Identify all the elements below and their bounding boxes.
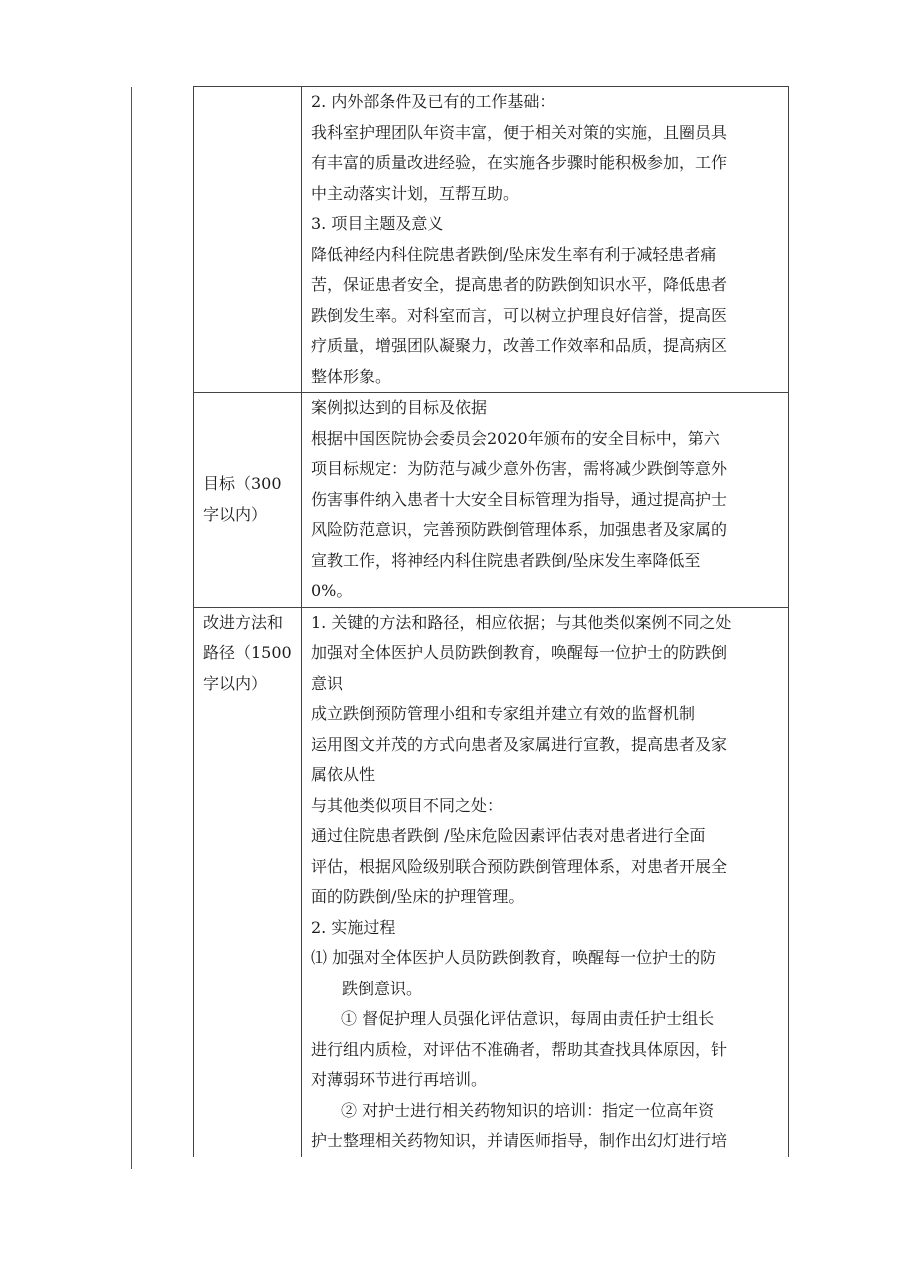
text-line: 成立跌倒预防管理小组和专家组并建立有效的监督机制 <box>311 704 696 723</box>
text-line: 进行组内质检，对评估不准确者，帮助其查找具体原因，针 <box>311 1039 728 1059</box>
text-line: 2. 实施过程 <box>311 917 396 937</box>
text-line: 中主动落实计划，互帮互助。 <box>311 183 520 203</box>
table-row-background <box>194 87 789 393</box>
text-line: ⑴ 加强对全体医护人员防跌倒教育，唤醒每一位护士的防 <box>311 948 717 967</box>
content-cell-method <box>302 607 789 1157</box>
text-line: 根据中国医院协会委员会2020年颁布的安全目标中，第六 <box>311 428 720 448</box>
text-line: 加强对全体医护人员防跌倒教育，唤醒每一位护士的防跌倒 <box>311 643 728 662</box>
label-line: 目标（300 <box>203 474 282 494</box>
text-line: 项目标规定：为防范与减少意外伤害，需将减少跌倒等意外 <box>311 459 728 478</box>
text-line: 疗质量，增强团队凝聚力，改善工作效率和品质，提高病区 <box>311 336 728 355</box>
text-line: 2. 内外部条件及已有的工作基础： <box>311 92 556 111</box>
text-line: 1. 关键的方法和路径，相应依据；与其他类似案例不同之处 <box>311 612 732 632</box>
left-margin-rule <box>131 87 132 1169</box>
text-line: 风险防范意识，完善预防跌倒管理体系，加强患者及家属的 <box>311 520 728 539</box>
content-cell-background <box>302 87 789 393</box>
table-row-goal <box>194 393 789 608</box>
text-line: 整体形象。 <box>311 366 392 386</box>
text-line: 降低神经内科住院患者跌倒/坠床发生率有利于减轻患者痛 <box>311 244 717 264</box>
content-cell-goal <box>302 393 789 608</box>
application-form-table <box>193 86 789 1157</box>
text-line: 案例拟达到的目标及依据 <box>311 398 488 417</box>
text-line: 跌倒发生率。对科室而言，可以树立护理良好信誉，提高医 <box>311 305 728 325</box>
label-line: 字以内） <box>203 673 268 693</box>
text-line: 对薄弱环节进行再培训。 <box>311 1070 488 1089</box>
text-line: 与其他类似项目不同之处： <box>311 795 504 815</box>
text-line: 跌倒意识。 <box>342 978 423 998</box>
label-line: 改进方法和 <box>203 612 284 632</box>
text-line: ① 督促护理人员强化评估意识，每周由责任护士组长 <box>341 1009 715 1028</box>
table-row-method <box>194 607 789 1157</box>
label-line: 字以内） <box>203 504 268 524</box>
text-line: 伤害事件纳入患者十大安全目标管理为指导，通过提高护士 <box>311 489 728 509</box>
text-line: 有丰富的质量改进经验，在实施各步骤时能积极参加，工作 <box>311 153 728 172</box>
text-line: 意识 <box>311 673 344 693</box>
text-line: 运用图文并茂的方式向患者及家属进行宣教，提高患者及家 <box>311 734 728 754</box>
text-line: 护士整理相关药物知识，并请医师指导，制作出幻灯进行培 <box>311 1131 728 1150</box>
text-line: 苦，保证患者安全，提高患者的防跌倒知识水平，降低患者 <box>311 275 728 294</box>
label-cell-goal <box>194 393 302 608</box>
text-line: 宣教工作，将神经内科住院患者跌倒/坠床发生率降低至 <box>311 550 701 570</box>
text-line: 3. 项目主题及意义 <box>311 214 444 233</box>
text-line: ② 对护士进行相关药物知识的培训：指定一位高年资 <box>341 1100 715 1120</box>
label-line: 路径（1500 <box>203 643 292 662</box>
text-line: 0%。 <box>311 581 353 600</box>
text-line: 属依从性 <box>311 765 376 784</box>
label-cell-background <box>194 87 302 393</box>
text-line: 我科室护理团队年资丰富，便于相关对策的实施，且圈员具 <box>311 122 728 142</box>
text-line: 通过住院患者跌倒 /坠床危险因素评估表对患者进行全面 <box>311 826 706 845</box>
text-line: 评估，根据风险级别联合预防跌倒管理体系，对患者开展全 <box>311 856 728 876</box>
text-line: 面的防跌倒/坠床的护理管理。 <box>311 887 525 906</box>
label-cell-method <box>194 607 302 1157</box>
